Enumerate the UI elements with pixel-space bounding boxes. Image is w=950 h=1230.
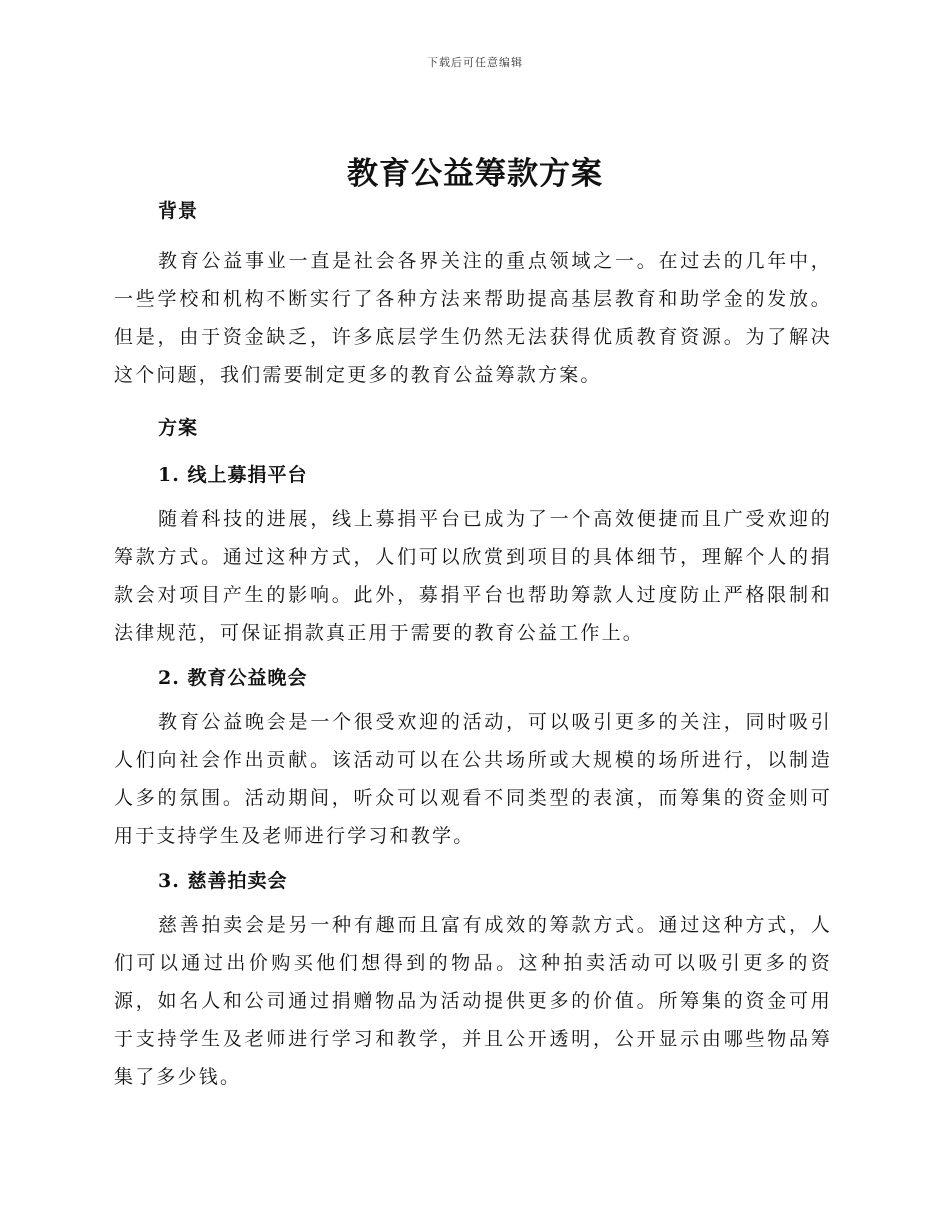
paragraph-charity-auction: 慈善拍卖会是另一种有趣而且富有成效的筹款方式。通过这种方式，人们可以通过出价购买他们想得到的物品。这种拍卖活动可以吸引更多的资源，如名人和公司通过捐赠物品为活动提供更多的价值。所筹集的资金可用于支持学生及老师进行学习和教学，并且公开透明，公开显示由哪些物品筹集了多少钱。	[114, 914, 832, 1088]
subheading-online-platform: 1. 线上募捐平台	[158, 464, 308, 486]
paragraph-charity-gala: 教育公益晚会是一个很受欢迎的活动，可以吸引更多的关注，同时吸引人们向社会作出贡献。该活动可以在公共场所或大规模的场所进行，以制造人多的氛围。活动期间，听众可以观看不同类型的表演，而筹集的资金则可用于支持学生及老师进行学习和教学。	[114, 711, 832, 847]
section-heading-background: 背景	[158, 200, 199, 222]
section-heading-plan: 方案	[158, 417, 199, 439]
document-body	[114, 196, 832, 1096]
paragraph-background: 教育公益事业一直是社会各界关注的重点领域之一。在过去的几年中，一些学校和机构不断实行了各种方法来帮助提高基层教育和助学金的发放。但是，由于资金缺乏，许多底层学生仍然无法获得优质教育资源。为了解决这个问题，我们需要制定更多的教育公益筹款方案。	[114, 250, 832, 386]
page-header-note: 下载后可任意编辑	[427, 56, 523, 69]
subheading-charity-gala: 2. 教育公益晚会	[158, 667, 308, 689]
document-title: 教育公益筹款方案	[347, 156, 603, 192]
paragraph-online-platform: 随着科技的进展，线上募捐平台已成为了一个高效便捷而且广受欢迎的筹款方式。通过这种方式，人们可以欣赏到项目的具体细节，理解个人的捐款会对项目产生的影响。此外，募捐平台也帮助筹款人过度防止严格限制和法律规范，可保证捐款真正用于需要的教育公益工作上。	[114, 508, 832, 644]
subheading-charity-auction: 3. 慈善拍卖会	[158, 870, 288, 892]
